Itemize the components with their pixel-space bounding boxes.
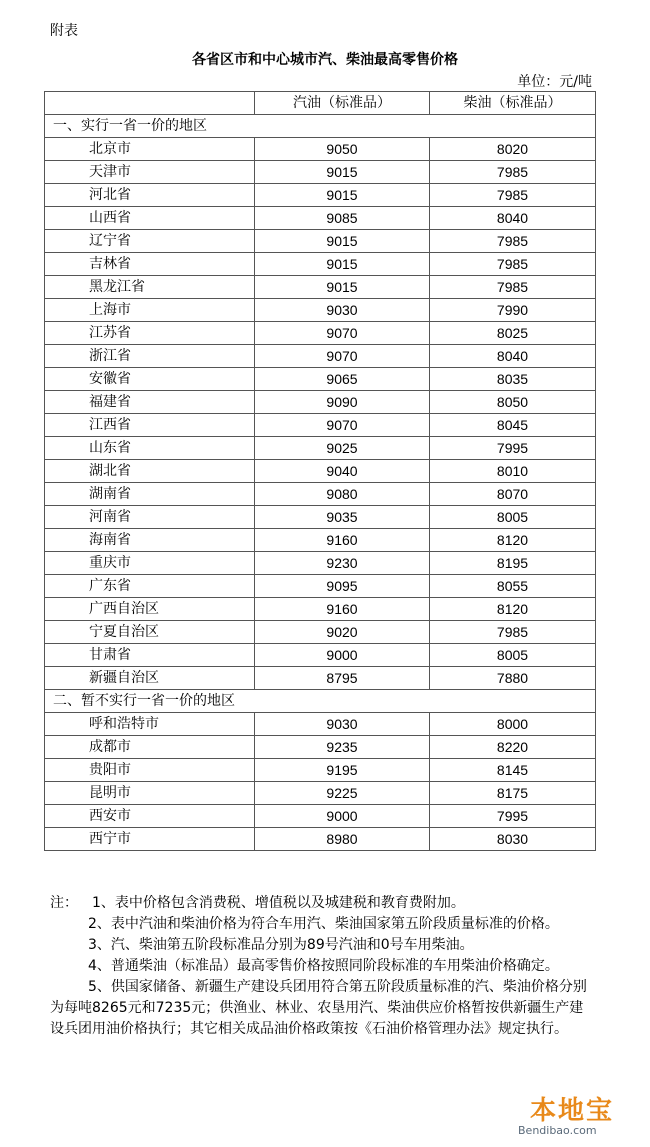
table-row [45, 460, 596, 483]
diesel-price: 8020 [430, 138, 596, 161]
region-name: 江西省 [45, 414, 255, 437]
table-row [45, 230, 596, 253]
diesel-price: 8050 [430, 391, 596, 414]
region-name: 上海市 [45, 299, 255, 322]
table-header-row [45, 92, 596, 115]
diesel-price: 8220 [430, 736, 596, 759]
gasoline-price: 9020 [255, 621, 430, 644]
diesel-price: 7985 [430, 276, 596, 299]
table-row [45, 437, 596, 460]
section-row [45, 690, 596, 713]
price-table-body [45, 92, 596, 851]
table-row [45, 391, 596, 414]
region-name: 广东省 [45, 575, 255, 598]
diesel-price: 8040 [430, 207, 596, 230]
region-name: 福建省 [45, 391, 255, 414]
diesel-price: 8000 [430, 713, 596, 736]
gasoline-price: 8980 [255, 828, 430, 851]
table-row [45, 207, 596, 230]
diesel-price: 8035 [430, 368, 596, 391]
gasoline-price: 9070 [255, 322, 430, 345]
region-name: 新疆自治区 [45, 667, 255, 690]
table-row [45, 483, 596, 506]
region-name: 吉林省 [45, 253, 255, 276]
gasoline-price: 9035 [255, 506, 430, 529]
region-name: 江苏省 [45, 322, 255, 345]
region-name: 山东省 [45, 437, 255, 460]
diesel-price: 7985 [430, 161, 596, 184]
region-name: 湖南省 [45, 483, 255, 506]
gasoline-price: 9080 [255, 483, 430, 506]
table-row [45, 621, 596, 644]
gasoline-price: 9225 [255, 782, 430, 805]
table-row [45, 644, 596, 667]
gasoline-price: 9160 [255, 529, 430, 552]
table-row [45, 759, 596, 782]
table-row [45, 322, 596, 345]
table-row [45, 805, 596, 828]
region-name: 成都市 [45, 736, 255, 759]
diesel-price: 8070 [430, 483, 596, 506]
diesel-price: 8175 [430, 782, 596, 805]
region-name: 浙江省 [45, 345, 255, 368]
table-row [45, 552, 596, 575]
diesel-price: 7990 [430, 299, 596, 322]
region-name: 黑龙江省 [45, 276, 255, 299]
gasoline-price: 9040 [255, 460, 430, 483]
region-name: 西宁市 [45, 828, 255, 851]
appendix-label: 附表 [50, 23, 78, 39]
diesel-price: 8045 [430, 414, 596, 437]
gasoline-price: 9065 [255, 368, 430, 391]
diesel-price: 7995 [430, 437, 596, 460]
note-item: 3、汽、柴油第五阶段标准品分别为89号汽油和0号车用柴油。 [88, 937, 474, 953]
table-row [45, 575, 596, 598]
region-name: 辽宁省 [45, 230, 255, 253]
note-item: 4、普通柴油（标准品）最高零售价格按照同阶段标准的车用柴油价格确定。 [88, 958, 559, 974]
note-item: 5、供国家储备、新疆生产建设兵团用符合第五阶段质量标准的汽、柴油价格分别为每吨8265元和7235元；供渔业、林业、农垦用汽、柴油供应价格暂按供新疆生产建设兵团用油价格执行；其它相关成品油价格政策按《石油价格管理办法》规定执行。 [50, 979, 587, 1037]
gasoline-price: 9095 [255, 575, 430, 598]
gasoline-price: 9090 [255, 391, 430, 414]
diesel-price: 8195 [430, 552, 596, 575]
table-row [45, 506, 596, 529]
region-name: 昆明市 [45, 782, 255, 805]
table-row [45, 184, 596, 207]
region-name: 山西省 [45, 207, 255, 230]
table-row [45, 736, 596, 759]
region-name: 贵阳市 [45, 759, 255, 782]
region-name: 海南省 [45, 529, 255, 552]
header-gasoline: 汽油（标准品） [255, 92, 430, 115]
gasoline-price: 9070 [255, 414, 430, 437]
gasoline-price: 9015 [255, 161, 430, 184]
diesel-price: 7985 [430, 230, 596, 253]
section-row [45, 115, 596, 138]
gasoline-price: 8795 [255, 667, 430, 690]
table-row [45, 598, 596, 621]
table-row [45, 138, 596, 161]
diesel-price: 8055 [430, 575, 596, 598]
region-name: 西安市 [45, 805, 255, 828]
unit-label: 单位：元/吨 [517, 74, 592, 90]
table-row [45, 161, 596, 184]
diesel-price: 8040 [430, 345, 596, 368]
region-name: 宁夏自治区 [45, 621, 255, 644]
diesel-price: 8030 [430, 828, 596, 851]
gasoline-price: 9015 [255, 253, 430, 276]
header-diesel: 柴油（标准品） [430, 92, 596, 115]
table-row [45, 299, 596, 322]
table-row [45, 828, 596, 851]
gasoline-price: 9015 [255, 276, 430, 299]
diesel-price: 8010 [430, 460, 596, 483]
region-name: 安徽省 [45, 368, 255, 391]
region-name: 湖北省 [45, 460, 255, 483]
gasoline-price: 9230 [255, 552, 430, 575]
note-item: 2、表中汽油和柴油价格为符合车用汽、柴油国家第五阶段质量标准的价格。 [88, 916, 559, 932]
gasoline-price: 9015 [255, 184, 430, 207]
region-name: 广西自治区 [45, 598, 255, 621]
gasoline-price: 9000 [255, 805, 430, 828]
diesel-price: 8120 [430, 529, 596, 552]
section-label: 一、实行一省一价的地区 [45, 115, 596, 138]
notes [50, 893, 595, 1040]
watermark-url: Bendibao.com [518, 1124, 597, 1137]
region-name: 甘肃省 [45, 644, 255, 667]
region-name: 河北省 [45, 184, 255, 207]
gasoline-price: 9015 [255, 230, 430, 253]
gasoline-price: 9030 [255, 713, 430, 736]
diesel-price: 7985 [430, 621, 596, 644]
table-row [45, 529, 596, 552]
table-row [45, 276, 596, 299]
table-row [45, 667, 596, 690]
table-row [45, 782, 596, 805]
diesel-price: 8005 [430, 644, 596, 667]
watermark [510, 1090, 640, 1142]
gasoline-price: 9235 [255, 736, 430, 759]
table-row [45, 345, 596, 368]
diesel-price: 7985 [430, 253, 596, 276]
gasoline-price: 9195 [255, 759, 430, 782]
note-item: 1、表中价格包含消费税、增值税以及城建税和教育费附加。 [92, 895, 465, 911]
gasoline-price: 9070 [255, 345, 430, 368]
region-name: 重庆市 [45, 552, 255, 575]
diesel-price: 8005 [430, 506, 596, 529]
header-region [45, 92, 255, 115]
price-table [44, 91, 596, 851]
region-name: 呼和浩特市 [45, 713, 255, 736]
notes-label: 注： [50, 895, 78, 911]
page-title: 各省区市和中心城市汽、柴油最高零售价格 [192, 52, 458, 68]
watermark-logo: 本地宝 [530, 1096, 615, 1126]
gasoline-price: 9025 [255, 437, 430, 460]
gasoline-price: 9000 [255, 644, 430, 667]
table-row [45, 253, 596, 276]
diesel-price: 7985 [430, 184, 596, 207]
gasoline-price: 9085 [255, 207, 430, 230]
section-label: 二、暂不实行一省一价的地区 [45, 690, 596, 713]
table-row [45, 414, 596, 437]
region-name: 河南省 [45, 506, 255, 529]
region-name: 北京市 [45, 138, 255, 161]
diesel-price: 8120 [430, 598, 596, 621]
region-name: 天津市 [45, 161, 255, 184]
diesel-price: 7880 [430, 667, 596, 690]
diesel-price: 7995 [430, 805, 596, 828]
gasoline-price: 9050 [255, 138, 430, 161]
diesel-price: 8025 [430, 322, 596, 345]
diesel-price: 8145 [430, 759, 596, 782]
table-row [45, 713, 596, 736]
gasoline-price: 9030 [255, 299, 430, 322]
gasoline-price: 9160 [255, 598, 430, 621]
table-row [45, 368, 596, 391]
